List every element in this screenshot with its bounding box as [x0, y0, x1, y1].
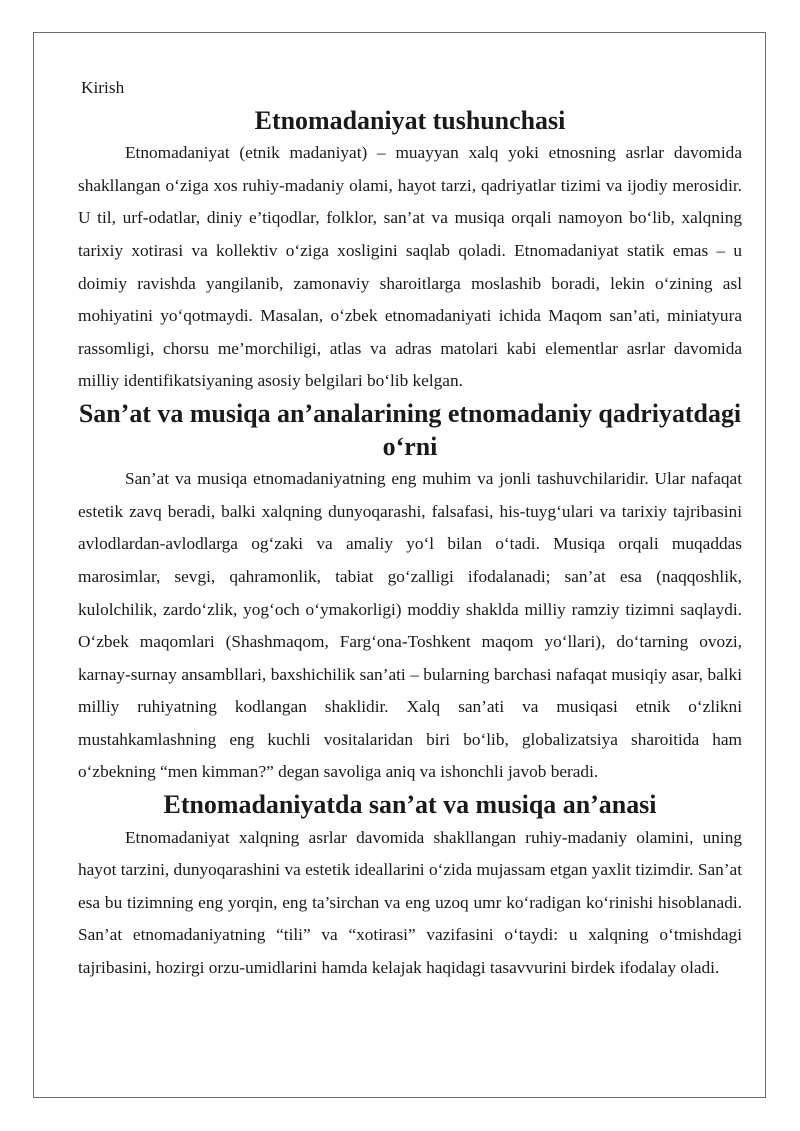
section-paragraph-sanat-musiqa-orni: San’at va musiqa etnomadaniyatning eng muhim va jonli tashuvchilaridir. Ular nafaqat estetik zavq beradi, balki xalqning dunyoqarashi, falsafasi, his-tuyg‘ulari va tarixiy tajribasini avlodlardan-avlodlarga og‘zaki va amaliy yo‘l bilan o‘tadi. Musiqa orqali muqaddas marosimlar, sevgi, qahramonlik, tabiat go‘zalligi ifodalanadi; san’at esa (naqqoshlik, kulolchilik, zardo‘zlik, yog‘och o‘ymakorligi) moddiy shaklda milliy ramziy tizimni saqlaydi. O‘zbek maqomlari (Shashmaqom, Farg‘ona-Toshkent maqom yo‘llari), do‘tarning ovozi, karnay-surnay ansambllari, baxshichilik san’ati – bularning barchasi nafaqat musiqiy asar, balki milliy ruhiyatning kodlangan shaklidir. Xalq san’ati va musiqasi etnik o‘zlikni mustahkamlashning eng kuchli vositalaridan biri bo‘lib, globalizatsiya sharoitida ham o‘zbekning “men kimman?” degan savoliga aniq va ishonchli javob beradi.: [78, 469, 742, 782]
section-heading-sanat-musiqa-orni: San’at va musiqa an’analarining etnomadaniy qadriyatdagi o‘rni: [78, 398, 742, 461]
section-paragraph-etnomadaniyat-tushunchasi: Etnomadaniyat (etnik madaniyat) – muayyan xalq yoki etnosning asrlar davomida shakllangan o‘ziga xos ruhiy-madaniy olami, hayot tarzi, qadriyatlar tizimi va ijodiy merosidir. U til, urf-odatlar, diniy e’tiqodlar, folklor, san’at va musiqa orqali namoyon bo‘lib, xalqning tarixiy xotirasi va kollektiv o‘ziga xosligini saqlab qoladi. Etnomadaniyat statik emas – u doimiy ravishda yangilanib, zamonaviy sharoitlarga moslashib boradi, lekin o‘zining asl mohiyatini yo‘qotmaydi. Masalan, o‘zbek etnomadaniyati ichida Maqom san’ati, miniatyura rassomligi, chorsu me’morchiligi, atlas va adras matolari kabi elementlar asrlar davomida milliy identifikatsiyaning asosiy belgilari bo‘lib kelgan.: [78, 143, 742, 391]
document-body: [78, 72, 742, 985]
section-paragraph-sanat-musiqa-ananasi: Etnomadaniyat xalqning asrlar davomida shakllangan ruhiy-madaniy olamini, uning hayot tarzini, dunyoqarashini va estetik ideallarini o‘zida mujassam etgan yaxlit tizimdir. San’at esa bu tizimning eng yorqin, eng ta’sirchan va eng uzoq umr ko‘radigan ko‘rinishi hisoblanadi. San’at etnomadaniyatning “tili” va “xotirasi” vazifasini o‘taydi: u xalqning o‘tmishdagi tajribasini, hozirgi orzu-umidlarini hamda kelajak haqidagi tasavvurini birdek ifodalay oladi.: [78, 827, 742, 978]
section-heading-etnomadaniyat-tushunchasi: Etnomadaniyat tushunchasi: [254, 105, 566, 135]
intro-label: Kirish: [81, 78, 125, 97]
section-heading-sanat-musiqa-ananasi: Etnomadaniyatda san’at va musiqa an’anasi: [163, 790, 657, 820]
